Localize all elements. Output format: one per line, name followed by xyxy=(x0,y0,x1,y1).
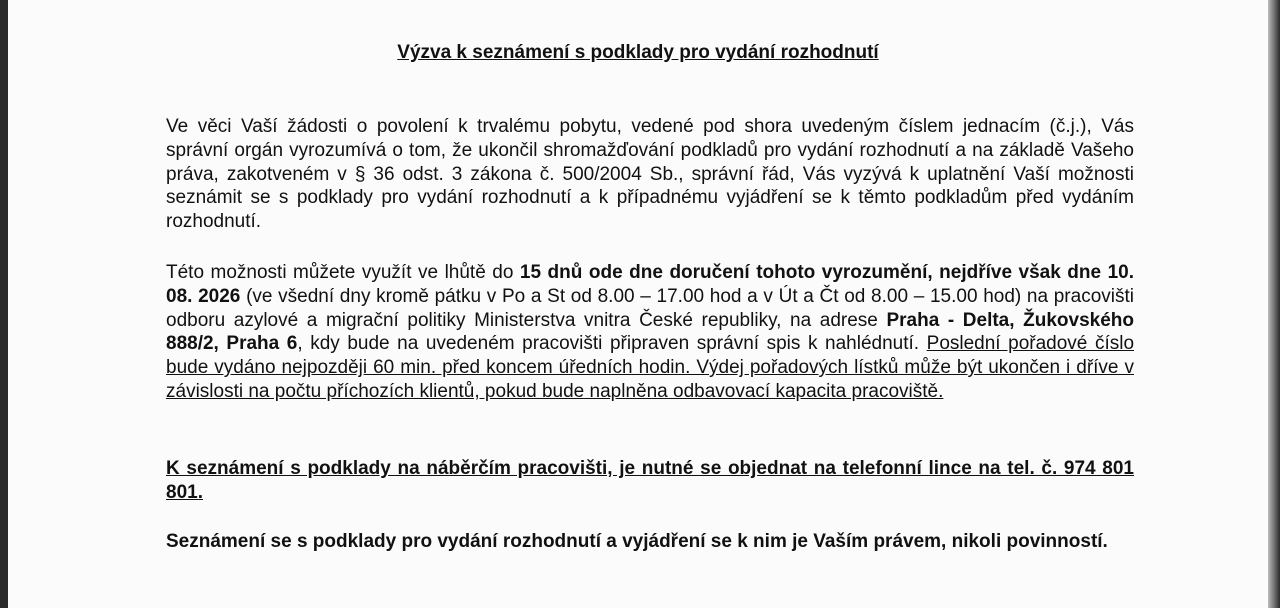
document-page xyxy=(8,0,1268,608)
paragraph-intro: Ve věci Vaší žádosti o povolení k trvalému pobytu, vedené pod shora uvedeným číslem jednacím (č.j.), Vás správní orgán vyrozumívá o tom, že ukončil shromažďování podkladů pro vydání rozhodnutí a na základě Vašeho práva, zakotveném v § 36 odst. 3 zákona č. 500/2004 Sb., správní řád, Vás vyzývá k uplatnění Vaší možnosti seznámit se s podklady pro vydání rozhodnutí a k případnému vyjádření se k těmto podkladům před vydáním rozhodnutí. xyxy=(166,116,1134,233)
address-bold: Praha - Delta, Žukovského 888/2, Praha 6 xyxy=(166,309,1134,355)
deadline-text-2: (ve všední dny kromě pátku v Po a St od 8.00 – 17.00 hod a v Út a Čt od 8.00 – 15.00 hod) na pracovišti odboru azylové a migrační politiky Ministerstva vnitra České republiky, na adrese xyxy=(166,285,1134,331)
ticket-notice-underlined: Poslední pořadové číslo bude vydáno nejpozději 60 min. před koncem úředních hodin. Výdej pořadových lístků může být ukončen i dříve v závislosti na počtu příchozích klientů, pokud bude naplněna odbavovací kapacita pracoviště. xyxy=(166,333,1135,402)
window-edge xyxy=(1268,0,1280,608)
deadline-date-bold: 15 dnů ode dne doručení tohoto vyrozumění, nejdříve však dne 10. 08. 2026 xyxy=(166,262,1134,307)
paragraph-rights: Seznámení se s podklady pro vydání rozhodnutí a vyjádření se k nim je Vaším právem, nikoli povinností. xyxy=(166,531,1108,552)
paragraph-appointment: K seznámení s podklady na náběrčím pracovišti, je nutné se objednat na telefonní lince na tel. č. 974 801 801. xyxy=(166,458,1134,503)
paragraph-deadline xyxy=(166,261,1134,404)
deadline-text-1: Této možnosti můžete využít ve lhůtě do xyxy=(166,262,520,283)
document-title: Výzva k seznámení s podklady pro vydání rozhodnutí xyxy=(397,42,879,63)
deadline-text-3: , kdy bude na uvedeném pracovišti připraven správní spis k nahlédnutí. xyxy=(297,333,927,355)
